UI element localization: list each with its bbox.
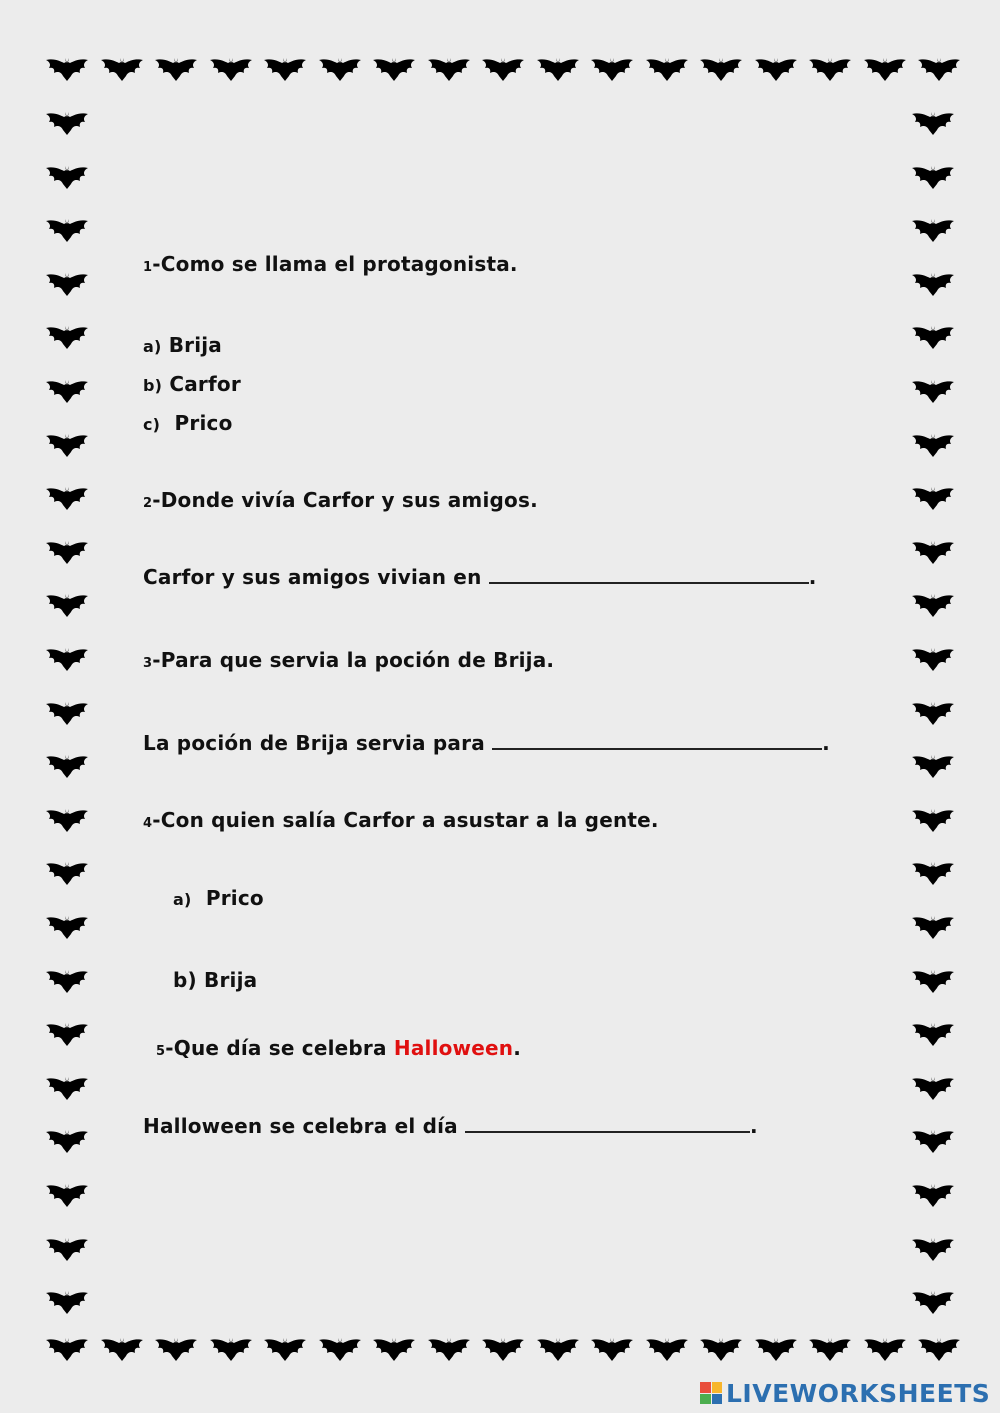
bat-icon bbox=[862, 1334, 908, 1362]
bat-icon bbox=[480, 54, 526, 82]
option-letter: c) bbox=[143, 415, 161, 434]
bat-icon bbox=[44, 966, 90, 994]
answer-line-5 bbox=[143, 1114, 758, 1138]
bat-icon bbox=[44, 805, 90, 833]
bat-icon bbox=[44, 1180, 90, 1208]
bat-icon bbox=[317, 1334, 363, 1362]
bat-icon bbox=[910, 108, 956, 136]
bat-icon bbox=[44, 215, 90, 243]
bat-icon bbox=[753, 54, 799, 82]
question-2 bbox=[143, 488, 538, 512]
bat-icon bbox=[807, 1334, 853, 1362]
option-a[interactable] bbox=[173, 886, 264, 910]
bat-icon bbox=[910, 483, 956, 511]
bat-icon bbox=[910, 215, 956, 243]
bat-icon bbox=[910, 1126, 956, 1154]
bat-icon bbox=[44, 858, 90, 886]
question-number: 4 bbox=[143, 816, 153, 831]
option-c[interactable] bbox=[143, 411, 233, 435]
bat-icon bbox=[44, 1234, 90, 1262]
bat-icon bbox=[153, 54, 199, 82]
bat-icon bbox=[910, 698, 956, 726]
bat-icon bbox=[910, 751, 956, 779]
option-label: Brija bbox=[168, 333, 223, 357]
answer-suffix: . bbox=[750, 1114, 758, 1138]
answer-line-3 bbox=[143, 731, 830, 755]
question-3 bbox=[143, 648, 554, 672]
bat-icon bbox=[910, 1019, 956, 1047]
option-label: Prico bbox=[174, 411, 233, 435]
option-letter: b) bbox=[173, 968, 197, 992]
answer-blank-input[interactable] bbox=[465, 1117, 750, 1133]
bat-icon bbox=[44, 162, 90, 190]
bat-icon bbox=[910, 1180, 956, 1208]
option-letter: b) bbox=[143, 376, 163, 395]
bat-icon bbox=[480, 1334, 526, 1362]
bat-icon bbox=[535, 1334, 581, 1362]
question-5 bbox=[156, 1036, 521, 1060]
answer-blank-input[interactable] bbox=[489, 568, 809, 584]
bat-icon bbox=[44, 430, 90, 458]
bat-icon bbox=[910, 162, 956, 190]
bat-icon bbox=[753, 1334, 799, 1362]
bat-icon bbox=[317, 54, 363, 82]
highlight-word: Halloween bbox=[393, 1036, 514, 1060]
bat-icon bbox=[589, 1334, 635, 1362]
brand-watermark bbox=[700, 1378, 990, 1408]
question-text: -Para que servia la poción de Brija. bbox=[152, 648, 555, 672]
bat-icon bbox=[44, 590, 90, 618]
answer-prefix: Carfor y sus amigos vivian en bbox=[143, 565, 482, 589]
bat-icon bbox=[44, 537, 90, 565]
question-text: -Donde vivía Carfor y sus amigos. bbox=[152, 488, 538, 512]
bat-icon bbox=[44, 1126, 90, 1154]
question-text: -Que día se celebra bbox=[165, 1036, 387, 1060]
bat-icon bbox=[698, 54, 744, 82]
bat-icon bbox=[916, 1334, 962, 1362]
bat-icon bbox=[262, 54, 308, 82]
option-letter: a) bbox=[143, 337, 162, 356]
bat-icon bbox=[910, 590, 956, 618]
bat-icon bbox=[262, 1334, 308, 1362]
bat-icon bbox=[910, 1287, 956, 1315]
option-b[interactable] bbox=[143, 372, 241, 396]
bat-icon bbox=[910, 644, 956, 672]
bat-icon bbox=[44, 1019, 90, 1047]
bat-icon bbox=[910, 912, 956, 940]
answer-prefix: Halloween se celebra el día bbox=[143, 1114, 458, 1138]
question-4 bbox=[143, 808, 659, 832]
bat-icon bbox=[153, 1334, 199, 1362]
option-letter: a) bbox=[173, 890, 192, 909]
question-number: 5 bbox=[156, 1044, 166, 1059]
bat-icon bbox=[910, 858, 956, 886]
bat-icon bbox=[44, 698, 90, 726]
bat-icon bbox=[910, 966, 956, 994]
bat-icon bbox=[910, 1234, 956, 1262]
liveworksheets-logo-icon bbox=[700, 1382, 722, 1404]
bat-icon bbox=[44, 1287, 90, 1315]
bat-icon bbox=[910, 322, 956, 350]
bat-icon bbox=[426, 54, 472, 82]
bat-icon bbox=[44, 54, 90, 82]
option-label: Carfor bbox=[169, 372, 241, 396]
bat-icon bbox=[535, 54, 581, 82]
option-b[interactable] bbox=[173, 968, 257, 992]
answer-prefix: La poción de Brija servia para bbox=[143, 731, 485, 755]
bat-icon bbox=[208, 1334, 254, 1362]
bat-icon bbox=[208, 54, 254, 82]
question-1 bbox=[143, 252, 518, 276]
answer-line-2 bbox=[143, 565, 817, 589]
question-number: 1 bbox=[143, 260, 153, 275]
bat-icon bbox=[44, 1334, 90, 1362]
bat-icon bbox=[916, 54, 962, 82]
bat-icon bbox=[44, 644, 90, 672]
bat-icon bbox=[44, 1073, 90, 1101]
option-label: Prico bbox=[205, 886, 264, 910]
question-text: -Como se llama el protagonista. bbox=[152, 252, 518, 276]
question-number: 3 bbox=[143, 656, 153, 671]
bat-icon bbox=[807, 54, 853, 82]
bat-icon bbox=[44, 108, 90, 136]
bat-icon bbox=[371, 54, 417, 82]
question-end: . bbox=[513, 1036, 522, 1060]
bat-icon bbox=[910, 430, 956, 458]
bat-icon bbox=[426, 1334, 472, 1362]
bat-icon bbox=[44, 912, 90, 940]
bat-icon bbox=[99, 1334, 145, 1362]
brand-name: LIVEWORKSHEETS bbox=[726, 1378, 991, 1408]
bat-icon bbox=[698, 1334, 744, 1362]
bat-icon bbox=[44, 751, 90, 779]
bat-icon bbox=[910, 805, 956, 833]
answer-suffix: . bbox=[808, 565, 817, 589]
bat-icon bbox=[910, 269, 956, 297]
option-label: Brija bbox=[204, 968, 258, 992]
question-text: -Con quien salía Carfor a asustar a la gente. bbox=[152, 808, 659, 832]
bat-icon bbox=[589, 54, 635, 82]
bat-icon bbox=[910, 1073, 956, 1101]
bat-icon bbox=[910, 376, 956, 404]
bat-icon bbox=[644, 54, 690, 82]
question-number: 2 bbox=[143, 496, 153, 511]
answer-blank-input[interactable] bbox=[492, 734, 822, 750]
bat-icon bbox=[44, 269, 90, 297]
bat-icon bbox=[99, 54, 145, 82]
bat-icon bbox=[862, 54, 908, 82]
bat-icon bbox=[644, 1334, 690, 1362]
bat-icon bbox=[44, 483, 90, 511]
option-a[interactable] bbox=[143, 333, 222, 357]
answer-suffix: . bbox=[822, 731, 830, 755]
bat-icon bbox=[44, 376, 90, 404]
bat-icon bbox=[910, 537, 956, 565]
bat-icon bbox=[371, 1334, 417, 1362]
bat-icon bbox=[44, 322, 90, 350]
